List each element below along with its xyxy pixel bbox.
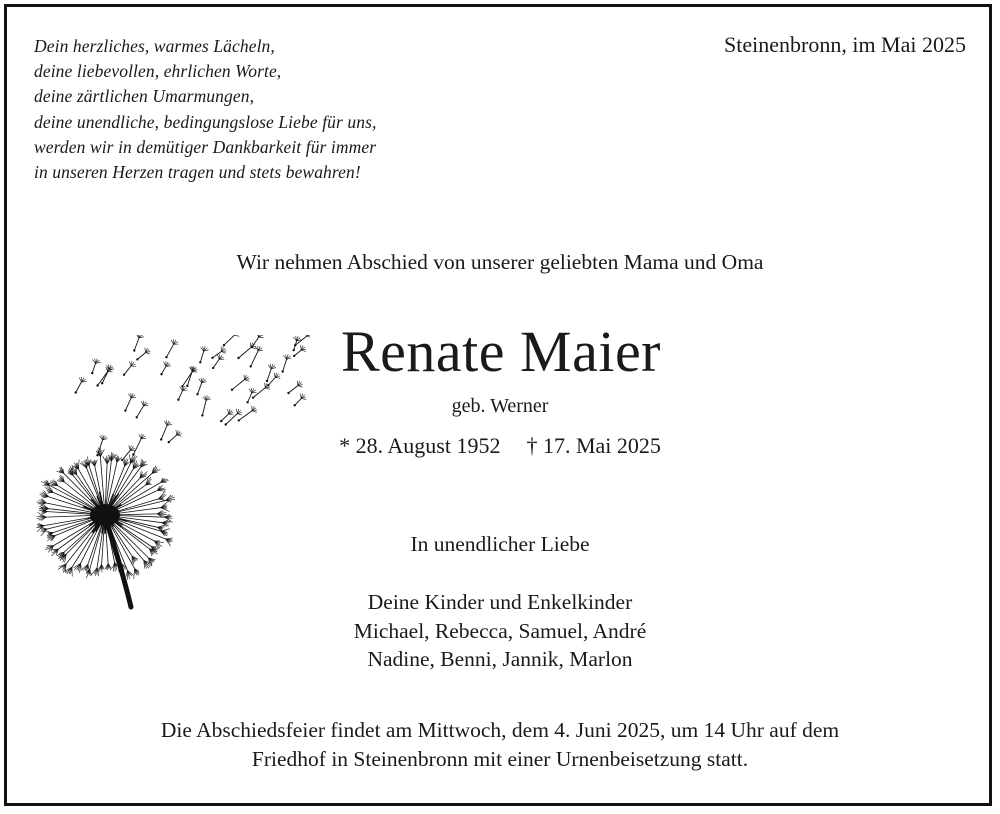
ceremony-line: Friedhof in Steinenbronn mit einer Urnenbeisetzung statt. — [251, 747, 749, 771]
life-dates — [0, 433, 1000, 459]
grandchildren-names: Nadine, Benni, Jannik, Marlon — [367, 647, 633, 671]
place-date: Steinenbronn, im Mai 2025 — [724, 32, 966, 57]
family-block — [0, 588, 1000, 674]
family-heading: Deine Kinder und Enkelkinder — [367, 590, 633, 614]
poem — [34, 34, 377, 185]
poem-line: werden wir in demütiger Dankbarkeit für immer — [34, 136, 377, 157]
poem-line: Dein herzliches, warmes Lächeln, — [34, 36, 275, 56]
deceased-name: Renate Maier — [340, 319, 661, 384]
children-names: Michael, Rebecca, Samuel, André — [353, 618, 647, 643]
ceremony-info — [0, 716, 1000, 774]
ceremony-line: Die Abschiedsfeier findet am Mittwoch, dem 4. Juni 2025, um 14 Uhr auf dem — [160, 718, 840, 742]
love-line: In unendlicher Liebe — [410, 532, 590, 556]
death-date: † 17. Mai 2025 — [526, 433, 661, 458]
poem-line: in unseren Herzen tragen und stets bewahren! — [34, 162, 361, 183]
poem-line: deine liebevollen, ehrlichen Worte, — [34, 61, 282, 82]
birth-date: * 28. August 1952 — [339, 433, 501, 458]
birth-name: geb. Werner — [451, 395, 549, 417]
poem-line: deine unendliche, bedingungslose Liebe für uns, — [34, 111, 377, 132]
intro-line: Wir nehmen Abschied von unserer geliebten Mama und Oma — [236, 250, 764, 274]
poem-line: deine zärtlichen Umarmungen, — [34, 86, 255, 107]
